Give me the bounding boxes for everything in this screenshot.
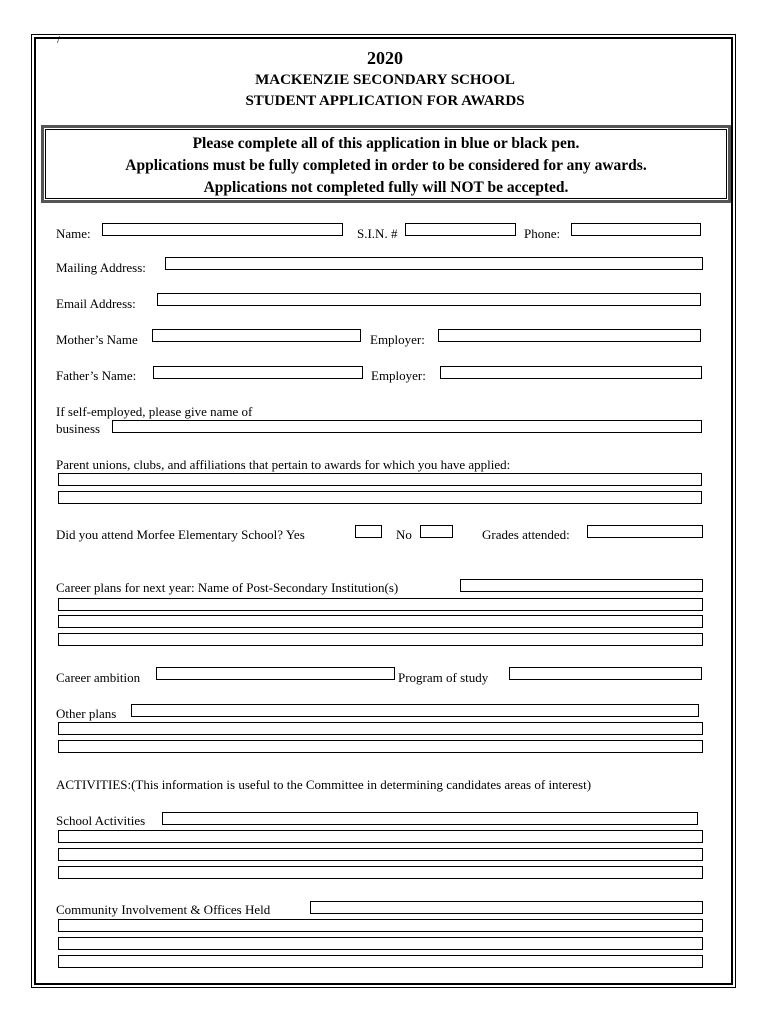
- mailing-address-label: Mailing Address:: [56, 260, 146, 275]
- phone-field[interactable]: [571, 223, 701, 236]
- morfee-question: Did you attend Morfee Elementary School? Yes: [56, 527, 305, 542]
- school-activities-field-4[interactable]: [58, 866, 703, 879]
- phone-label: Phone:: [524, 226, 561, 241]
- school-activities-field-1[interactable]: [162, 812, 698, 825]
- program-of-study-label: Program of study: [398, 670, 489, 685]
- career-ambition-label: Career ambition: [56, 670, 141, 685]
- no-label: No: [396, 527, 412, 542]
- career-plans-field-3[interactable]: [58, 633, 703, 646]
- community-involvement-label: Community Involvement & Offices Held: [56, 902, 271, 917]
- community-involvement-field-3[interactable]: [58, 937, 703, 950]
- other-plans-field-3[interactable]: [58, 740, 703, 753]
- name-label: Name:: [56, 226, 91, 241]
- father-employer-field[interactable]: [440, 366, 702, 379]
- sin-label: S.I.N. #: [357, 226, 398, 241]
- corner-mark: /: [57, 34, 61, 46]
- father-employer-label: Employer:: [371, 368, 426, 383]
- community-involvement-field-1[interactable]: [310, 901, 703, 914]
- school-activities-label: School Activities: [56, 813, 146, 828]
- other-plans-field-2[interactable]: [58, 722, 703, 735]
- school-name: MACKENZIE SECONDARY SCHOOL: [255, 72, 515, 88]
- no-checkbox[interactable]: [420, 525, 453, 538]
- notice-line-2: Applications must be fully completed in order to be considered for any awards.: [125, 157, 647, 174]
- grades-attended-field[interactable]: [587, 525, 703, 538]
- community-involvement-field-2[interactable]: [58, 919, 703, 932]
- post-secondary-field[interactable]: [460, 579, 703, 592]
- career-ambition-field[interactable]: [156, 667, 395, 680]
- father-name-label: Father’s Name:: [56, 368, 137, 383]
- career-plans-label: Career plans for next year: Name of Post-Secondary Institution(s): [56, 580, 399, 595]
- name-field[interactable]: [102, 223, 343, 236]
- mother-employer-field[interactable]: [438, 329, 701, 342]
- parent-unions-field-2[interactable]: [58, 491, 702, 504]
- parent-unions-field-1[interactable]: [58, 473, 702, 486]
- business-field[interactable]: [112, 420, 702, 433]
- email-address-label: Email Address:: [56, 296, 136, 311]
- email-address-field[interactable]: [157, 293, 701, 306]
- notice-line-1: Please complete all of this application in blue or black pen.: [192, 135, 580, 152]
- program-of-study-field[interactable]: [509, 667, 702, 680]
- school-activities-field-2[interactable]: [58, 830, 703, 843]
- mother-employer-label: Employer:: [370, 332, 425, 347]
- year-heading: 2020: [367, 48, 403, 68]
- activities-heading: ACTIVITIES:(This information is useful to the Committee in determining candidates areas of interest): [56, 777, 592, 792]
- other-plans-field-1[interactable]: [131, 704, 699, 717]
- mailing-address-field[interactable]: [165, 257, 703, 270]
- form-title: STUDENT APPLICATION FOR AWARDS: [245, 93, 525, 109]
- career-plans-field-2[interactable]: [58, 615, 703, 628]
- business-label: business: [56, 421, 101, 436]
- notice-box: [45, 129, 727, 199]
- notice-line-3: Applications not completed fully will NOT be accepted.: [203, 179, 569, 196]
- sin-field[interactable]: [405, 223, 516, 236]
- mother-name-label: Mother’s Name: [56, 332, 138, 347]
- community-involvement-field-4[interactable]: [58, 955, 703, 968]
- father-name-field[interactable]: [153, 366, 363, 379]
- career-plans-field-1[interactable]: [58, 598, 703, 611]
- parent-unions-label: Parent unions, clubs, and affiliations that pertain to awards for which you have applied:: [56, 457, 511, 472]
- other-plans-label: Other plans: [56, 706, 117, 721]
- mother-name-field[interactable]: [152, 329, 361, 342]
- grades-attended-label: Grades attended:: [482, 527, 570, 542]
- school-activities-field-3[interactable]: [58, 848, 703, 861]
- self-employed-label: If self-employed, please give name of: [56, 404, 253, 419]
- yes-checkbox[interactable]: [355, 525, 382, 538]
